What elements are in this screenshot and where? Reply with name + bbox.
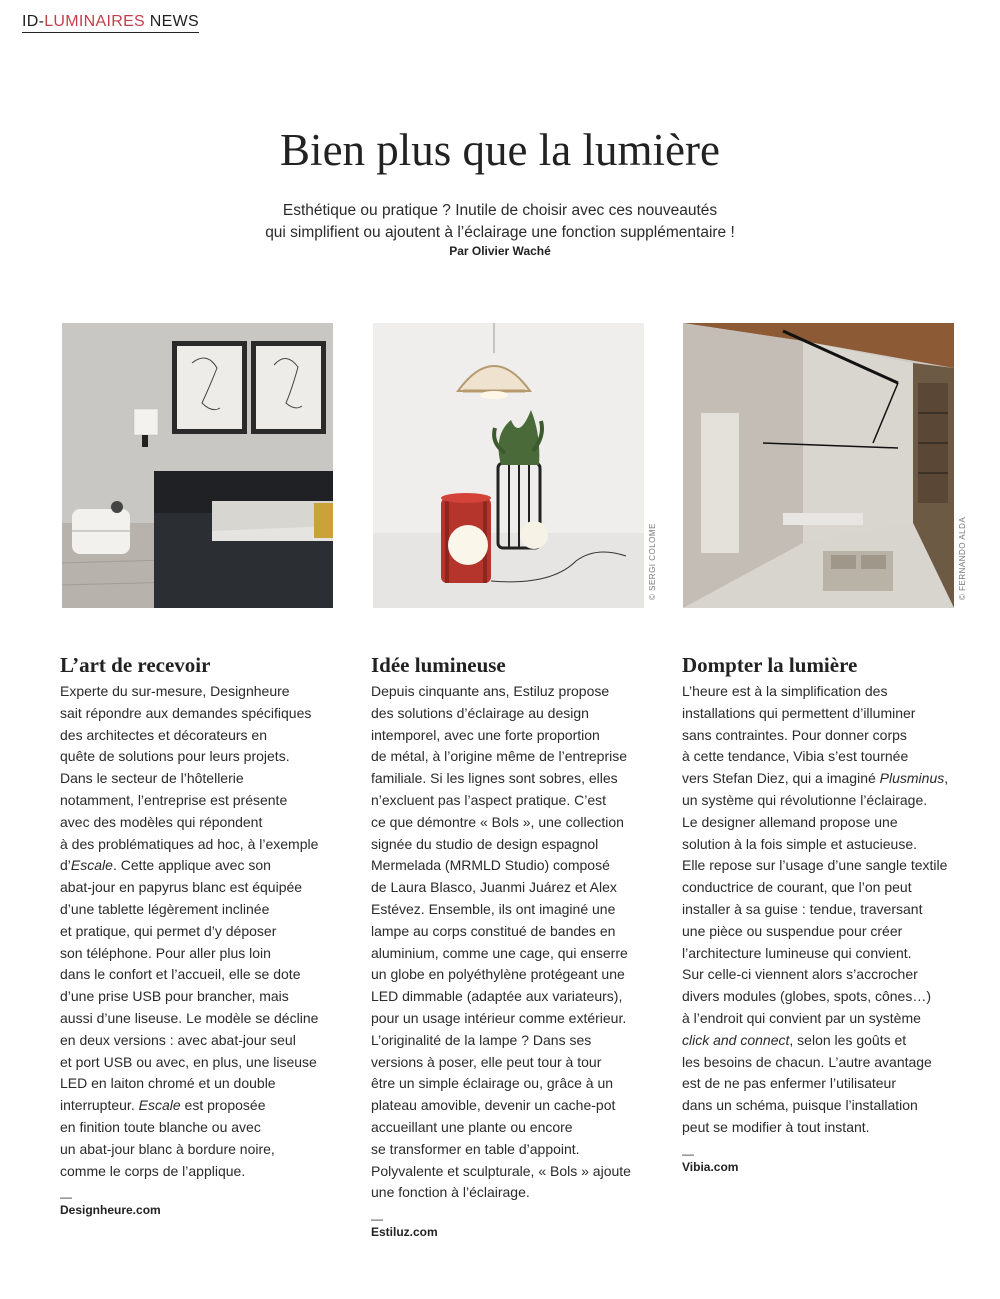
column-1-text-line: un abat-jour blanc à bordure noire, bbox=[60, 1140, 275, 1157]
column-2-text-line: une fonction à l’éclairage. bbox=[371, 1184, 530, 1201]
column-2-text-line: être un simple éclairage ou, grâce à un bbox=[371, 1075, 614, 1092]
column-1-text-line: des architectes et décorateurs en bbox=[60, 726, 268, 743]
column-3-text-line: sans contraintes. Pour donner corps bbox=[682, 726, 907, 743]
column-2-separator: — bbox=[371, 1212, 383, 1227]
column-1-text-line: et pratique, qui permet d’y déposer bbox=[60, 922, 277, 939]
column-3-text-line: à cette tendance, Vibia s’est tournée bbox=[682, 748, 909, 765]
column-3-text-line: Elle repose sur l’usage d’une sangle textile bbox=[682, 857, 948, 874]
column-3-text-line: Le designer allemand propose une bbox=[682, 813, 898, 830]
column-1-text-line: son téléphone. Pour aller plus loin bbox=[60, 944, 271, 961]
rubric-accent: LUMINAIRES bbox=[44, 13, 146, 30]
column-2-text-line: lampe au corps constitué de bandes en bbox=[371, 922, 616, 939]
column-3-text-line: vers Stefan Diez, qui a imaginé Plusminus, bbox=[682, 770, 949, 787]
column-2-text-line: ce que démontre « Bols », une collection bbox=[371, 813, 624, 830]
column-3-text-line: L’heure est à la simplification des bbox=[682, 683, 888, 699]
column-1-text-line: abat-jour en papyrus blanc est équipée bbox=[60, 879, 303, 896]
column-3-text-line: click and connect, selon les goûts et bbox=[682, 1031, 907, 1048]
column-2-text-line: de métal, à l’origine même de l’entreprise bbox=[371, 748, 628, 765]
column-1-text-line: comme le corps de l’applique. bbox=[60, 1162, 246, 1179]
column-2-text-line: n’excluent pas l’aspect pratique. C’est bbox=[371, 791, 607, 808]
column-3-heading: Dompter la lumière bbox=[682, 653, 858, 677]
rubric-prefix: ID- bbox=[22, 13, 45, 30]
column-2-text-line: Estévez. Ensemble, ils ont imaginé une bbox=[371, 900, 616, 917]
column-1-text-line: en deux versions : avec abat-jour seul bbox=[60, 1031, 296, 1048]
column-3-text-line: installations qui permettent d’illuminer bbox=[682, 704, 916, 721]
column-3-text-line: solution à la fois simple et astucieuse. bbox=[682, 835, 918, 852]
column-3-text-line: Sur celle-ci viennent alors s’accrocher bbox=[682, 966, 918, 983]
column-2-text-line: se transformer en table d’appoint. bbox=[371, 1140, 580, 1157]
column-2-text-line: signée du studio de design espagnol bbox=[371, 835, 599, 852]
column-2-text-line: Polyvalente et sculpturale, « Bols » ajoute bbox=[371, 1162, 631, 1179]
column-1-text-line: d’Escale. Cette applique avec son bbox=[60, 857, 271, 874]
column-1-text-line: avec des modèles qui répondent bbox=[60, 813, 263, 830]
article-byline: Par Olivier Waché bbox=[449, 244, 551, 258]
column-3-text-line: dans un schéma, puisque l’installation bbox=[682, 1097, 918, 1114]
column-1-text-line: Experte du sur-mesure, Designheure bbox=[60, 683, 290, 699]
column-3-text-line: est de ne pas enfermer l’utilisateur bbox=[682, 1075, 896, 1092]
intro-line-2: qui simplifient ou ajoutent à l’éclairage une fonction supplémentaire ! bbox=[265, 224, 735, 241]
photo-credit-3: © FERNANDO ALDA bbox=[958, 516, 967, 600]
column-2-source-link[interactable]: Estiluz.com bbox=[371, 1225, 438, 1240]
column-2-text-line: de Laura Blasco, Juanmi Juárez et Alex bbox=[371, 879, 617, 896]
column-1-text-line: quête de solutions pour leurs projets. bbox=[60, 748, 290, 765]
column-2-text-line: accueillant une plante ou encore bbox=[371, 1118, 573, 1135]
column-2-text-line: un globe en polyéthylène protégeant une bbox=[371, 966, 625, 983]
column-2-text-line: des solutions d’éclairage au design bbox=[371, 704, 589, 721]
column-1-text-line: sait répondre aux demandes spécifiques bbox=[60, 704, 312, 721]
column-1-heading: L’art de recevoir bbox=[60, 653, 211, 677]
column-2-text-line: familiale. Si les lignes sont sobres, elles bbox=[371, 770, 618, 787]
column-1-text-line: Dans le secteur de l’hôtellerie bbox=[60, 770, 244, 787]
article-column-1 bbox=[60, 652, 335, 1218]
column-3-separator: — bbox=[682, 1146, 694, 1161]
photo-bedroom-wall-lamp bbox=[62, 323, 333, 608]
column-3-text-line: un système qui révolutionne l’éclairage. bbox=[682, 791, 928, 808]
column-2-text-line: aluminium, comme une cage, qui enserre bbox=[371, 944, 628, 961]
column-1-text-line: interrupteur. Escale est proposée bbox=[60, 1097, 266, 1114]
column-2-heading: Idée lumineuse bbox=[371, 653, 506, 677]
column-3-text-line: peut se modifier à tout instant. bbox=[682, 1118, 870, 1135]
column-1-text-line: d’une prise USB pour brancher, mais bbox=[60, 988, 289, 1005]
column-1-body bbox=[60, 681, 335, 1182]
article-intro bbox=[0, 200, 1000, 244]
photo-credit-2: © SERGI COLOME bbox=[648, 523, 657, 600]
photo-plusminus-interior bbox=[683, 323, 954, 608]
column-3-body bbox=[682, 681, 957, 1139]
column-1-text-line: à des problématiques ad hoc, à l’exemple bbox=[60, 835, 319, 852]
column-1-text-line: en finition toute blanche ou avec bbox=[60, 1118, 261, 1135]
column-3-text-line: les besoins de chacun. L’autre avantage bbox=[682, 1053, 932, 1070]
column-2-body bbox=[371, 681, 646, 1204]
column-2-text-line: Depuis cinquante ans, Estiluz propose bbox=[371, 683, 610, 699]
column-1-source-link[interactable]: Designheure.com bbox=[60, 1203, 161, 1218]
article-title: Bien plus que la lumière bbox=[280, 125, 720, 175]
column-1-text-line: dans le confort et l’accueil, elle se dote bbox=[60, 966, 301, 983]
column-3-text-line: une pièce ou suspendue pour créer bbox=[682, 922, 903, 939]
column-1-text-line: LED en laiton chromé et un double bbox=[60, 1075, 276, 1092]
rubric-suffix: NEWS bbox=[145, 13, 199, 30]
column-1-text-line: notamment, l’entreprise est présente bbox=[60, 791, 288, 808]
column-1-text-line: d’une tablette légèrement inclinée bbox=[60, 900, 270, 917]
column-1-text-line: et port USB ou avec, en plus, une liseuse bbox=[60, 1053, 317, 1070]
column-3-text-line: l’architecture lumineuse qui convient. bbox=[682, 944, 912, 961]
column-3-text-line: installer à sa guise : tendue, traversant bbox=[682, 900, 923, 917]
column-2-text-line: pour un usage intérieur comme extérieur. bbox=[371, 1009, 627, 1026]
column-2-text-line: plateau amovible, devenir un cache-pot bbox=[371, 1097, 616, 1114]
intro-line-1: Esthétique ou pratique ? Inutile de choisir avec ces nouveautés bbox=[282, 202, 718, 219]
article-column-2 bbox=[371, 652, 646, 1240]
column-2-text-line: intemporel, avec une forte proportion bbox=[371, 726, 600, 743]
column-3-text-line: divers modules (globes, spots, cônes…) bbox=[682, 988, 931, 1005]
column-3-text-line: à l’endroit qui convient par un système bbox=[682, 1009, 921, 1026]
column-3-source-link[interactable]: Vibia.com bbox=[682, 1159, 739, 1174]
article-column-3 bbox=[682, 652, 957, 1175]
column-2-text-line: versions à poser, elle peut tour à tour bbox=[371, 1053, 602, 1070]
column-3-text-line: conductrice de courant, que l’on peut bbox=[682, 879, 912, 896]
column-2-text-line: Mermelada (MRMLD Studio) composé bbox=[371, 857, 610, 874]
column-2-text-line: LED dimmable (adaptée aux variateurs), bbox=[371, 988, 623, 1005]
column-1-text-line: aussi d’une liseuse. Le modèle se décline bbox=[60, 1009, 319, 1026]
column-2-text-line: L’originalité de la lampe ? Dans ses bbox=[371, 1031, 592, 1048]
column-1-separator: — bbox=[60, 1190, 72, 1205]
photo-bols-lamps bbox=[373, 323, 644, 608]
section-rubric bbox=[22, 13, 199, 33]
